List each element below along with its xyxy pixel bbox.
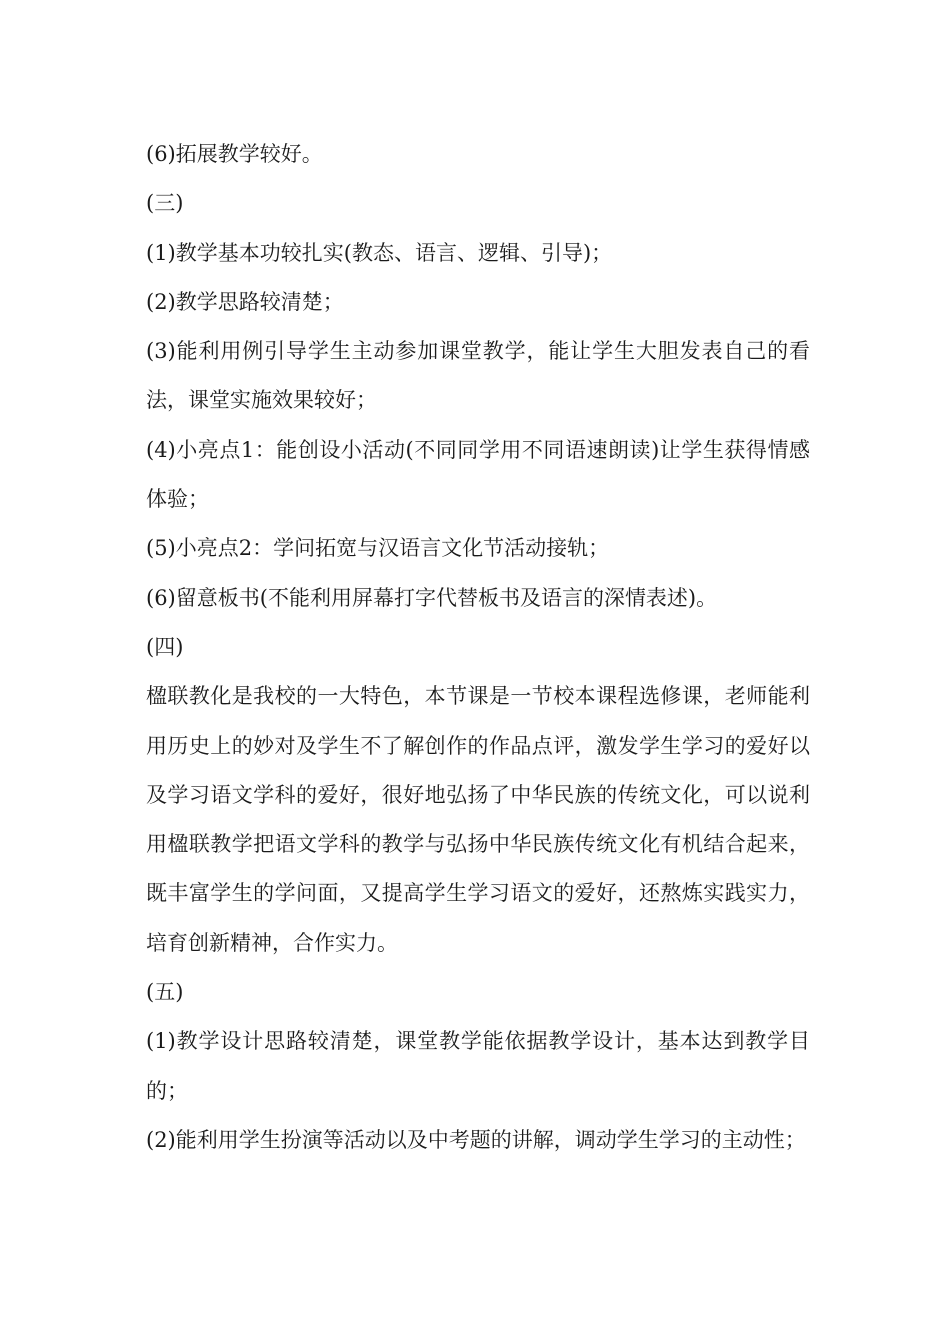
section-heading-5: (五) <box>146 980 184 1005</box>
paragraph-item-3-participation: (3)能利用例引导学生主动参加课堂教学，能让学生大胆发表自己的看法，课堂实施效果较好； <box>146 339 810 413</box>
paragraph-item-2-activities: (2)能利用学生扮演等活动以及中考题的讲解，调动学生学习的主动性； <box>146 1127 806 1152</box>
section-heading-4: (四) <box>146 634 184 659</box>
paragraph-item-1-basics: (1)教学基本功较扎实(教态、语言、逻辑、引导)； <box>146 240 613 265</box>
paragraph-item-5-highlight-2: (5)小亮点2：学问拓宽与汉语言文化节活动接轨； <box>146 536 610 561</box>
paragraph-item-6-blackboard: (6)留意板书(不能利用屏幕打字代替板书及语言的深情表述)。 <box>146 585 718 610</box>
paragraph-item-1-design: (1)教学设计思路较清楚，课堂教学能依据教学设计，基本达到教学目的； <box>146 1029 810 1103</box>
paragraph-item-6-extension: (6)拓展教学较好。 <box>146 142 323 166</box>
document-body <box>146 130 810 1165</box>
paragraph-item-2-clarity: (2)教学思路较清楚； <box>146 289 344 314</box>
paragraph-item-4-highlight-1: (4)小亮点1：能创设小活动(不同同学用不同语速朗读)让学生获得情感体验； <box>146 437 810 512</box>
paragraph-couplet-education: 楹联教化是我校的一大特色，本节课是一节校本课程选修课，老师能利用历史上的妙对及学生不了解创作的作品点评，激发学生学习的爱好以及学习语文学科的爱好，很好地弘扬了中华民族的传统文化，可以说利用楹联教学把语文学科的教学与弘扬中华民族传统文化有机结合起来，既丰富学生的学问面，又提高学生学习语文的爱好，还熬炼实践实力，培育创新精神，合作实力。 <box>146 684 810 955</box>
section-heading-3: (三) <box>146 191 184 216</box>
